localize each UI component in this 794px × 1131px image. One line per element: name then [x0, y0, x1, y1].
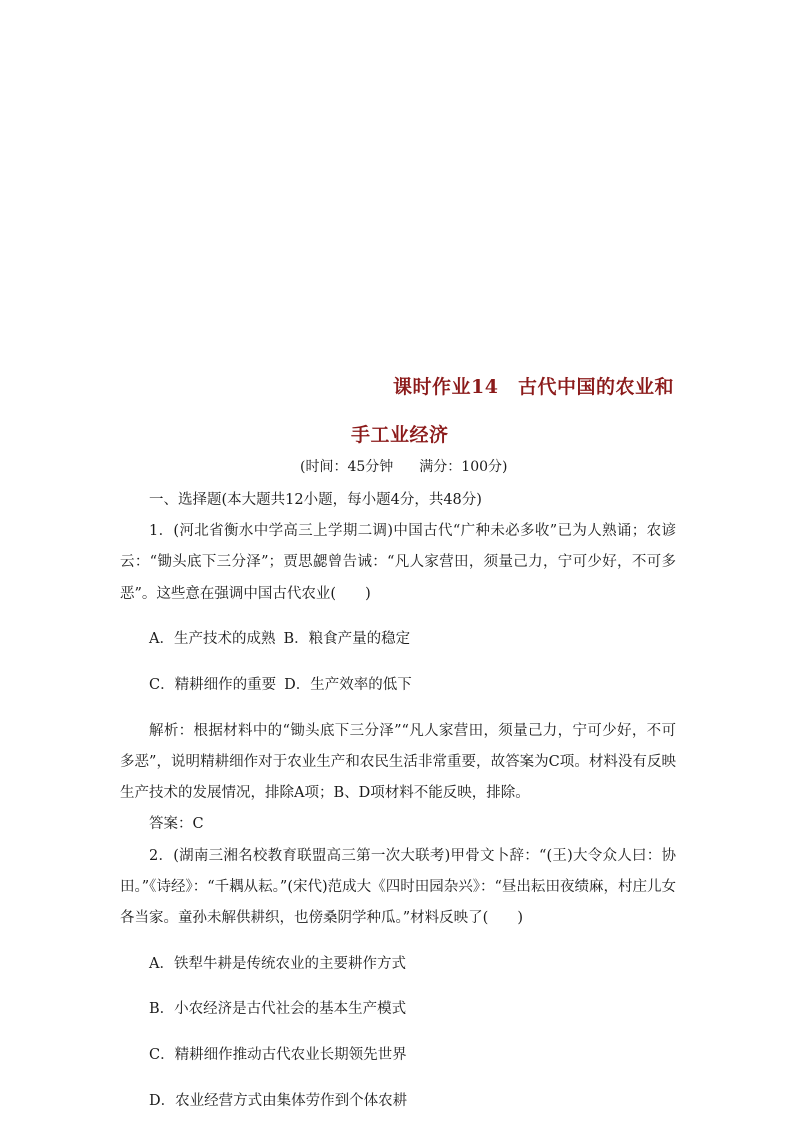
question-2-option-d: D．农业经营方式由集体劳作到个体农耕 — [149, 1092, 408, 1109]
question-1-options-row-1 — [120, 624, 676, 655]
question-2-option-b: B．小农经济是古代社会的基本生产模式 — [149, 1001, 407, 1018]
question-2-stem: 2．(湖南三湘名校教育联盟高三第一次大联考)甲骨文卜辞：“(王)大令众人曰：协田。”《诗经》：“千耦从耘。”(宋代)范成大《四时田园杂兴》：“昼出耘田夜绩麻，村庄儿女各当家。童孙未解供耕织，也傍桑阴学种瓜。”材料反映了( ) — [120, 847, 676, 926]
exam-meta — [300, 456, 507, 476]
time-limit: (时间：45分钟 — [300, 459, 394, 475]
option-d: D．生产效率的低下 — [284, 677, 412, 694]
question-1-options-row-2 — [120, 670, 676, 701]
question-1-answer: 答案：C — [149, 816, 204, 833]
question-1-stem: 1．(河北省衡水中学高三上学期二调)中国古代“广种未必多收”已为人熟诵；农谚云：“锄头底下三分泽”；贾思勰曾告诫：“凡人家营田，须量己力，宁可少好，不可多恶”。这些意在强调中国古代农业( ) — [120, 523, 676, 602]
question-1-analysis: 解析：根据材料中的“锄头底下三分泽”“凡人家营田，须量己力，宁可少好，不可多恶”，说明精耕细作对于农业生产和农民生活非常重要，故答案为C项。材料没有反映生产技术的发展情况，排除A项；B、D项材料不能反映，排除。 — [120, 722, 676, 802]
page-title-line2: 手工业经济 — [351, 424, 449, 446]
full-score: 满分：100分) — [419, 459, 508, 475]
page-title-line1: 课时作业14 古代中国的农业和 — [393, 376, 674, 398]
option-c: C．精耕细作的重要 — [149, 677, 277, 694]
question-2-option-c: C．精耕细作推动古代农业长期领先世界 — [149, 1047, 407, 1064]
document-body — [120, 485, 676, 1131]
option-a: A．生产技术的成熟 — [149, 631, 276, 648]
question-2-option-a: A．铁犁牛耕是传统农业的主要耕作方式 — [149, 955, 406, 972]
section-heading: 一、选择题(本大题共12小题，每小题4分，共48分) — [149, 492, 482, 508]
option-b: B．粮食产量的稳定 — [283, 631, 411, 648]
